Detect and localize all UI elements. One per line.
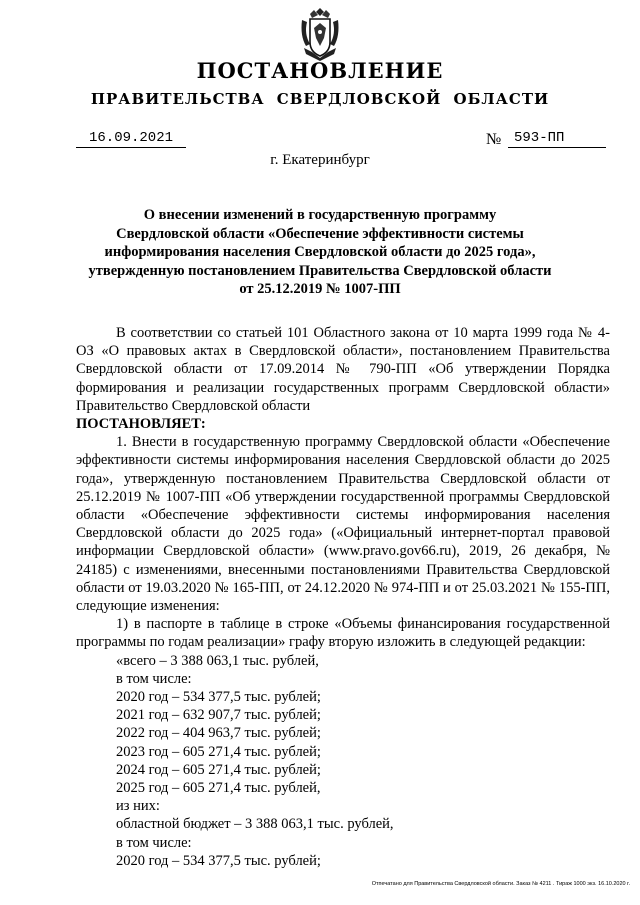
- document-body: [76, 324, 610, 870]
- funding-line: 2021 год – 632 907,7 тыс. рублей;: [116, 707, 321, 724]
- heading-line: информирования населения Свердловской области до 2025 года»,: [104, 244, 536, 260]
- resolves-label: ПОСТАНОВЛЯЕТ:: [76, 416, 206, 433]
- print-note: Отпечатано для Правительства Свердловской области. Заказ № 4211 . Тираж 1000 экз. 16.10.2020 г.: [371, 881, 630, 887]
- issuing-authority: ПРАВИТЕЛЬСТВА СВЕРДЛОВСКОЙ ОБЛАСТИ: [90, 90, 550, 108]
- funding-line: 2020 год – 534 377,5 тыс. рублей;: [116, 689, 321, 706]
- item-1-paragraph: 1. Внести в государственную программу Свердловской области «Обеспечение эффективности системы информирования населения Свердловской области до 2025 года», утвержденную постановлением Правительства Свердловской области от 25.12.2019 № 1007-ПП «Об утверждении государственной программы Свердловской области «Обеспечение эффективности системы информирования населения Свердловской области до 2025 года» («Официальный интернет-портал правовой информации Свердловской области» (www.pravo.gov66.ru), 2019, 26 декабря, № 24185) с изменениями, внесенными постановлениями Правительства Свердловской области от 19.03.2020 № 165-ПП, от 24.12.2020 № 974-ПП и от 25.03.2021 № 155-ПП, следующие изменения:: [76, 434, 610, 615]
- intro-paragraph: В соответствии со статьей 101 Областного закона от 10 марта 1999 года № 4-ОЗ «О правовых актах в Свердловской области», постановлением Правительства Свердловской области от 17.09.2014 № 790-ПП «Об утверждении Порядка формирования и реализации государственных программ Свердловской области» Правительство Свердловской области: [76, 325, 610, 414]
- funding-line: «всего – 3 388 063,1 тыс. рублей,: [116, 652, 319, 669]
- document-title: ПОСТАНОВЛЕНИЕ: [196, 58, 444, 83]
- document-date: 16.09.2021: [76, 130, 186, 148]
- city: г. Екатеринбург: [270, 152, 370, 168]
- funding-line: в том числе:: [116, 834, 192, 851]
- document-number: 593-ПП: [508, 130, 606, 148]
- funding-line: 2024 год – 605 271,4 тыс. рублей;: [116, 761, 321, 778]
- resolution-heading: [80, 206, 560, 299]
- funding-line: 2023 год – 605 271,4 тыс. рублей;: [116, 743, 321, 760]
- heading-line: утвержденную постановлением Правительства Свердловской области: [88, 262, 552, 279]
- coat-of-arms-icon: [298, 6, 342, 62]
- funding-line: 2020 год – 534 377,5 тыс. рублей;: [116, 852, 321, 869]
- funding-line: в том числе:: [116, 670, 192, 687]
- funding-line: 2025 год – 605 271,4 тыс. рублей,: [116, 780, 321, 797]
- funding-line: из них:: [116, 798, 160, 815]
- funding-line: 2022 год – 404 963,7 тыс. рублей;: [116, 725, 321, 742]
- heading-line: О внесении изменений в государственную программу: [143, 207, 497, 223]
- subitem-1-paragraph: 1) в паспорте в таблице в строке «Объемы финансирования государственной программы по годам реализации» графу вторую изложить в следующей редакции:: [76, 616, 610, 651]
- number-label: №: [486, 131, 502, 148]
- heading-line: от 25.12.2019 № 1007-ПП: [239, 281, 401, 297]
- funding-line: областной бюджет – 3 388 063,1 тыс. рублей,: [116, 816, 394, 833]
- heading-line: Свердловской области «Обеспечение эффективности системы: [116, 225, 524, 242]
